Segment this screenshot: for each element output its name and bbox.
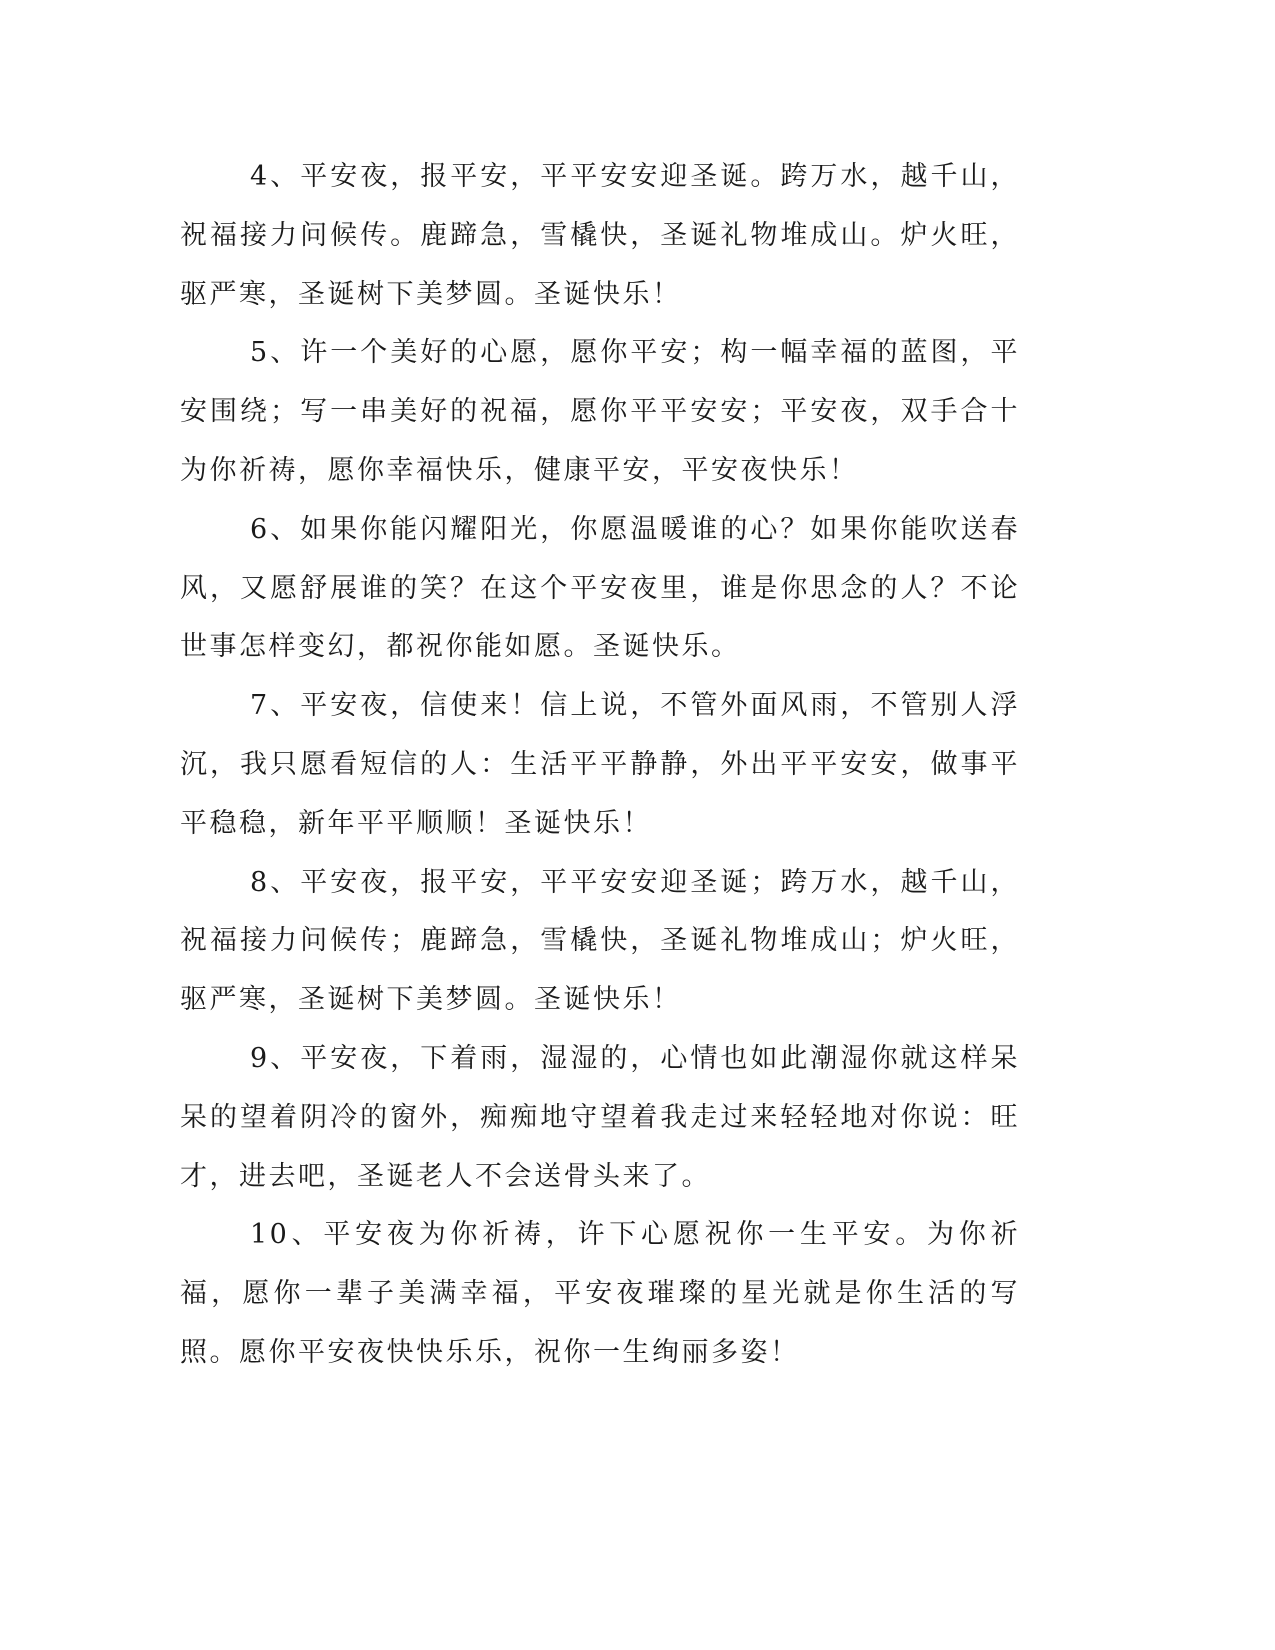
paragraph-8: 8、平安夜，报平安，平平安安迎圣诞；跨万水，越千山，祝福接力问候传；鹿蹄急，雪橇快，圣诞礼物堆成山；炉火旺，驱严寒，圣诞树下美梦圆。圣诞快乐！: [180, 866, 1020, 1016]
paragraph-6: 6、如果你能闪耀阳光，你愿温暖谁的心？如果你能吹送春风，又愿舒展谁的笑？在这个平安夜里，谁是你思念的人？不论世事怎样变幻，都祝你能如愿。圣诞快乐。: [180, 513, 1020, 663]
paragraph-10: 10、平安夜为你祈祷，许下心愿祝你一生平安。为你祈福，愿你一辈子美满幸福，平安夜璀璨的星光就是你生活的写照。愿你平安夜快快乐乐，祝你一生绚丽多姿！: [180, 1219, 1020, 1368]
paragraph-9: 9、平安夜，下着雨，湿湿的，心情也如此潮湿你就这样呆呆的望着阴冷的窗外，痴痴地守望着我走过来轻轻地对你说：旺才，进去吧，圣诞老人不会送骨头来了。: [180, 1042, 1020, 1192]
document-body: [180, 148, 1020, 1383]
paragraph-4: 4、平安夜，报平安，平平安安迎圣诞。跨万水，越千山，祝福接力问候传。鹿蹄急，雪橇快，圣诞礼物堆成山。炉火旺，驱严寒，圣诞树下美梦圆。圣诞快乐！: [180, 161, 1020, 310]
paragraph-5: 5、许一个美好的心愿，愿你平安；构一幅幸福的蓝图，平安围绕；写一串美好的祝福，愿你平平安安；平安夜，双手合十为你祈祷，愿你幸福快乐，健康平安，平安夜快乐！: [180, 337, 1020, 486]
paragraph-7: 7、平安夜，信使来！信上说，不管外面风雨，不管别人浮沉，我只愿看短信的人：生活平平静静，外出平平安安，做事平平稳稳，新年平平顺顺！圣诞快乐！: [180, 690, 1020, 839]
